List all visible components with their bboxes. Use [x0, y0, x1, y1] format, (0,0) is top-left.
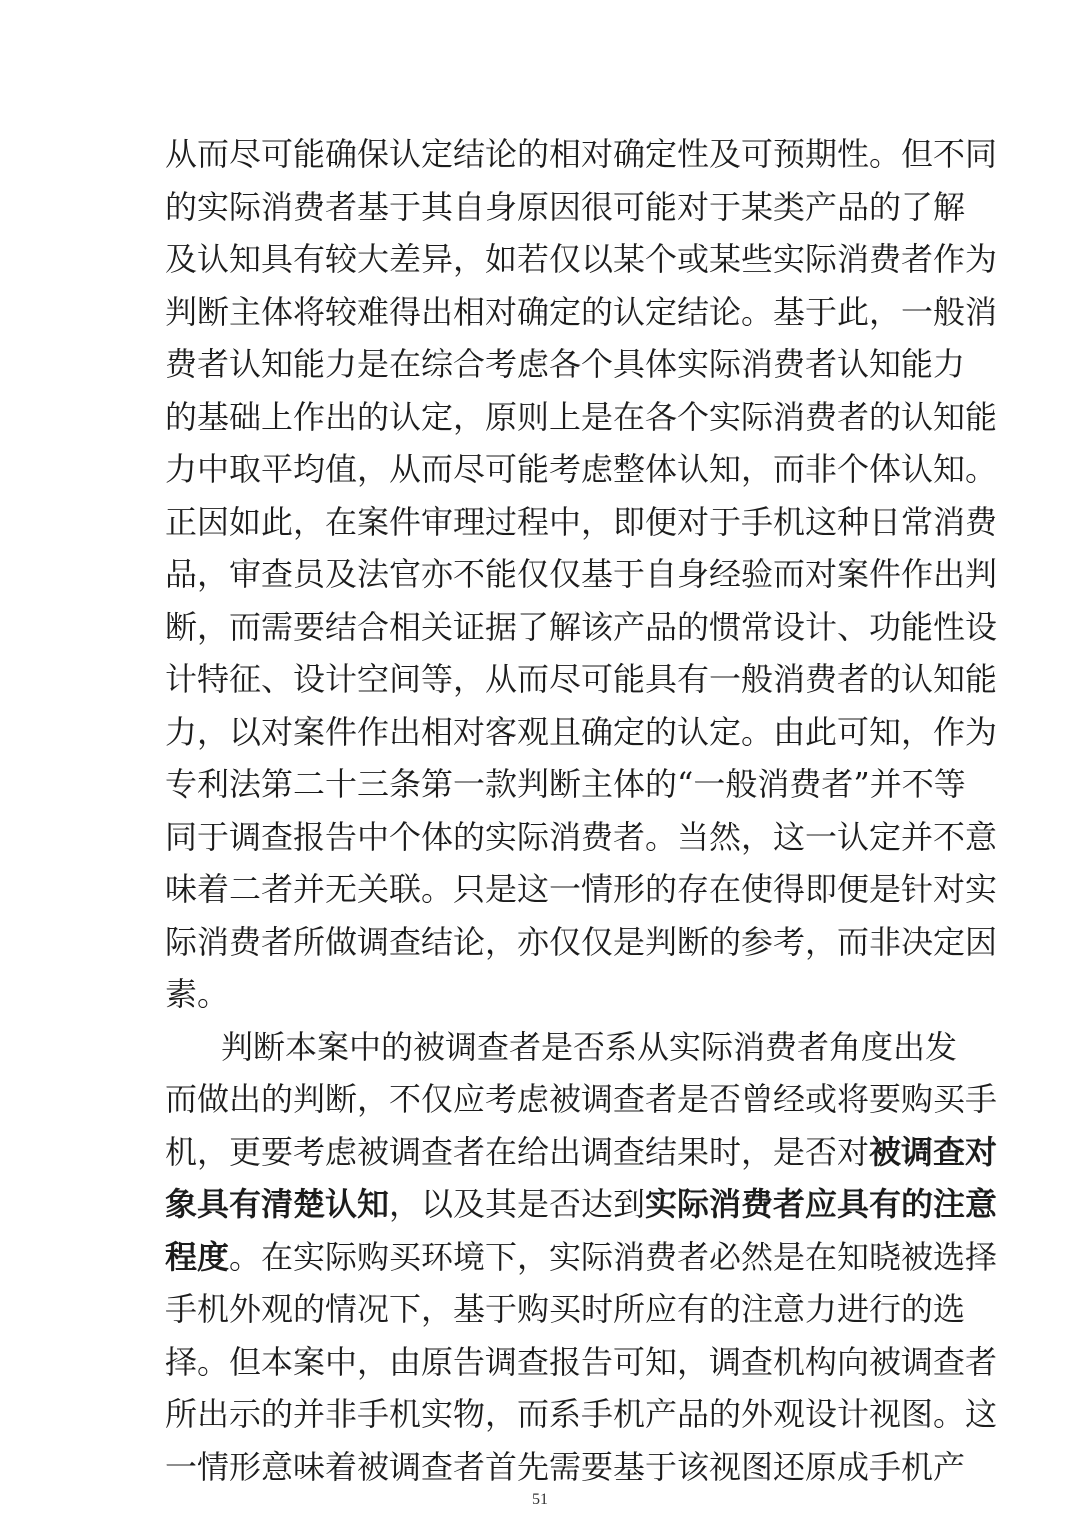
text-line: 从而尽可能确保认定结论的相对确定性及可预期性。但不同 — [165, 135, 998, 173]
emphasis-text: 实际消费者应具有的注意 — [645, 1185, 998, 1223]
text-line: 专利法第二十三条第一款判断主体的“一般消费者”并不等 — [165, 765, 966, 803]
emphasis-text: 象具有清楚认知 — [165, 1185, 390, 1223]
text-line: 力，以对案件作出相对客观且确定的认定。由此可知，作为 — [165, 713, 998, 751]
text-line: 一情形意味着被调查者首先需要基于该视图还原成手机产 — [165, 1448, 966, 1486]
text-line: 手机外观的情况下，基于购买时所应有的注意力进行的选 — [165, 1290, 966, 1328]
text-line: 同于调查报告中个体的实际消费者。当然，这一认定并不意 — [165, 818, 998, 856]
text-line: 品，审查员及法官亦不能仅仅基于自身经验而对案件作出判 — [165, 555, 998, 593]
text-run: 机，更要考虑被调查者在给出调查结果时，是否对 — [165, 1133, 870, 1171]
text-line: 判断主体将较难得出相对确定的认定结论。基于此，一般消 — [165, 293, 998, 331]
text-run: 。在实际购买环境下，实际消费者必然是在知晓被选择 — [229, 1238, 998, 1276]
emphasis-text: 程度 — [165, 1238, 230, 1276]
text-line: 际消费者所做调查结论，亦仅仅是判断的参考，而非决定因 — [165, 923, 998, 961]
text-line: 的实际消费者基于其自身原因很可能对于某类产品的了解 — [165, 188, 966, 226]
text-line: 所出示的并非手机实物，而系手机产品的外观设计视图。这 — [165, 1395, 998, 1433]
text-line: 而做出的判断，不仅应考虑被调查者是否曾经或将要购买手 — [165, 1080, 998, 1118]
text-line: 力中取平均值，从而尽可能考虑整体认知，而非个体认知。 — [165, 450, 998, 488]
text-line: 的基础上作出的认定，原则上是在各个实际消费者的认知能 — [165, 398, 998, 436]
text-line-mixed — [165, 1130, 998, 1174]
page-number: 51 — [532, 1491, 548, 1508]
text-line: 素。 — [165, 975, 230, 1013]
text-run: ，以及其是否达到 — [389, 1185, 646, 1223]
text-line: 费者认知能力是在综合考虑各个具体实际消费者认知能力 — [165, 345, 966, 383]
text-line-mixed — [165, 1182, 998, 1226]
text-line: 及认知具有较大差异，如若仅以某个或某些实际消费者作为 — [165, 240, 998, 278]
text-line: 计特征、设计空间等，从而尽可能具有一般消费者的认知能 — [165, 660, 998, 698]
text-line: 味着二者并无关联。只是这一情形的存在使得即便是针对实 — [165, 870, 998, 908]
text-line: 择。但本案中，由原告调查报告可知，调查机构向被调查者 — [165, 1343, 998, 1381]
emphasis-text: 被调查对 — [869, 1133, 998, 1171]
text-line-mixed — [165, 1235, 998, 1279]
paragraph-first-line: 判断本案中的被调查者是否系从实际消费者角度出发 — [221, 1028, 958, 1066]
text-line: 正因如此，在案件审理过程中，即便对于手机这种日常消费 — [165, 503, 998, 541]
text-line: 断，而需要结合相关证据了解该产品的惯常设计、功能性设 — [165, 608, 998, 646]
